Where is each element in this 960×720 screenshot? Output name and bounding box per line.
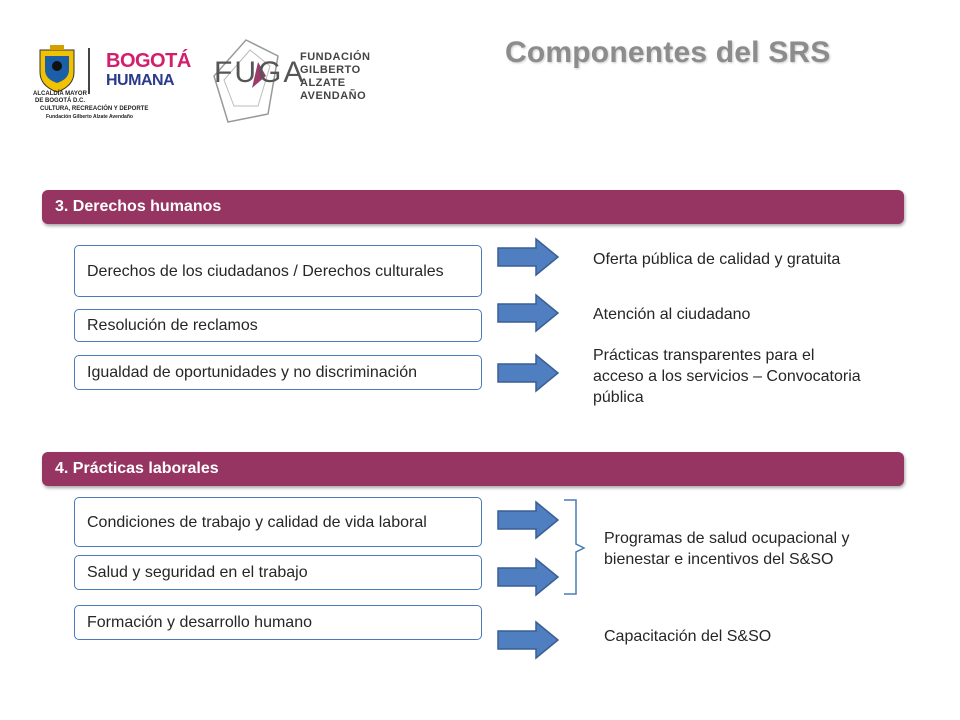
section-4-item-2-text: Salud y seguridad en el trabajo <box>87 564 308 581</box>
section-3-item-3 <box>74 355 482 390</box>
fuga-line3: ALZATE <box>300 77 346 89</box>
fuga-wordmark: FUGA <box>214 56 306 89</box>
bracket-icon <box>560 498 600 596</box>
section-4-result-1: Programas de salud ocupacional y bienestar e incentivos del S&SO <box>604 530 850 568</box>
humana-brand: HUMANA <box>106 72 175 89</box>
section-4-result-2: Capacitación del S&SO <box>604 628 772 645</box>
section-4-item-3-text: Formación y desarrollo humano <box>87 614 312 631</box>
alcaldia-line2: DE BOGOTÁ D.C. <box>34 98 85 104</box>
section-3-item-1 <box>74 245 482 297</box>
section-3-header <box>42 190 904 224</box>
section-3-result-2: Atención al ciudadano <box>593 306 751 323</box>
arrow-right-icon <box>496 557 560 597</box>
section-4-header <box>42 452 904 486</box>
fuga-logo <box>208 36 388 126</box>
arrow-right-icon <box>496 293 560 333</box>
section-3-item-2 <box>74 309 482 342</box>
arrow-right-icon <box>496 500 560 540</box>
alcaldia-line1: ALCALDÍA MAYOR <box>33 91 87 97</box>
arrow-right-icon <box>496 620 560 660</box>
section-4-item-3 <box>74 605 482 640</box>
section-4-title: 4. Prácticas laborales <box>55 460 219 477</box>
alcaldia-logo <box>28 44 191 122</box>
fuga-line1: FUNDACIÓN <box>300 51 371 63</box>
section-4-item-1 <box>74 497 482 547</box>
alcaldia-line4: Fundación Gilberto Alzate Avendaño <box>46 114 133 120</box>
section-3-result-3: Prácticas transparentes para el acceso a los servicios – Convocatoria pública <box>593 347 861 406</box>
bogota-brand: BOGOTÁ <box>106 50 191 72</box>
section-3-item-3-text: Igualdad de oportunidades y no discriminación <box>87 364 417 381</box>
arrow-right-icon <box>496 353 560 393</box>
section-4-item-2 <box>74 555 482 590</box>
alcaldia-line3: CULTURA, RECREACIÓN Y DEPORTE <box>40 106 149 112</box>
section-4-item-1-text: Condiciones de trabajo y calidad de vida laboral <box>87 513 427 531</box>
page-title: Componentes del SRS <box>505 36 831 69</box>
arrow-right-icon <box>496 237 560 277</box>
section-3-title: 3. Derechos humanos <box>55 198 222 215</box>
fuga-line2: GILBERTO <box>300 64 361 76</box>
section-3-item-1-text: Derechos de los ciudadanos / Derechos culturales <box>87 262 444 280</box>
section-3-result-1: Oferta pública de calidad y gratuita <box>593 251 841 268</box>
section-3-item-2-text: Resolución de reclamos <box>87 317 258 334</box>
fuga-line4: AVENDAÑO <box>300 90 367 102</box>
